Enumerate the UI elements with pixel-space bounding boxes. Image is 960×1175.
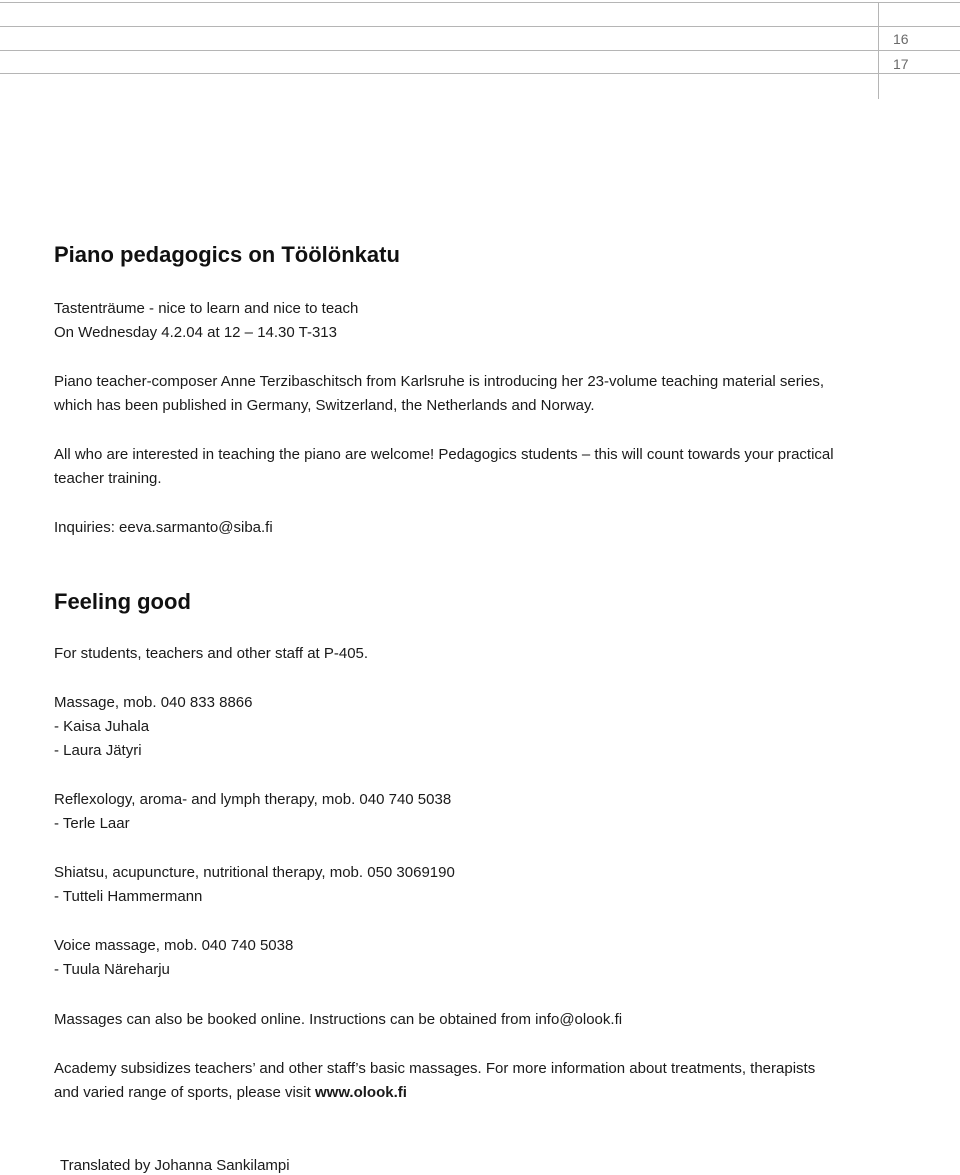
piano-subtitle: Tastenträume - nice to learn and nice to teach — [54, 300, 359, 317]
piano-para2-line2: teacher training. — [54, 470, 162, 487]
piano-para1-line2: which has been published in Germany, Switzerland, the Netherlands and Norway. — [54, 397, 595, 414]
massage-therapist-1: - Kaisa Juhala — [54, 718, 150, 735]
shiatsu-line: Shiatsu, acupuncture, nutritional therapy, mob. 050 3069190 — [54, 864, 455, 881]
voice-massage-therapist: - Tuula Näreharju — [54, 961, 170, 978]
page-number-16: 16 — [893, 31, 909, 47]
academy-line2-text: and varied range of sports, please visit — [54, 1084, 315, 1101]
piano-pedagogics-title: Piano pedagogics on Töölönkatu — [54, 242, 400, 267]
massage-therapist-2: - Laura Jätyri — [54, 742, 142, 759]
olook-link[interactable]: www.olook.fi — [314, 1084, 407, 1101]
header-rule-mid — [0, 26, 960, 27]
feeling-good-title: Feeling good — [54, 589, 191, 614]
feeling-good-intro: For students, teachers and other staff at P-405. — [54, 645, 369, 662]
massage-line: Massage, mob. 040 833 8866 — [54, 694, 253, 711]
reflexology-therapist: - Terle Laar — [54, 815, 130, 832]
shiatsu-therapist: - Tutteli Hammermann — [54, 888, 203, 905]
piano-when: On Wednesday 4.2.04 at 12 – 14.30 T-313 — [54, 324, 337, 341]
header-rule-top — [0, 2, 960, 3]
academy-line1: Academy subsidizes teachers’ and other staff’s basic massages. For more information about treatments, therapists — [54, 1060, 816, 1077]
piano-para1-line1: Piano teacher-composer Anne Terzibaschitsch from Karlsruhe is introducing her 23-volume teaching material series, — [54, 373, 825, 390]
header-rule-vertical — [878, 2, 879, 99]
booking-line: Massages can also be booked online. Instructions can be obtained from info@olook.fi — [54, 1011, 623, 1028]
piano-para2-line1: All who are interested in teaching the piano are welcome! Pedagogics students – this will count towards your practical — [54, 446, 834, 463]
page-number-17: 17 — [893, 56, 909, 72]
academy-line2 — [54, 1084, 407, 1102]
translator-credit: Translated by Johanna Sankilampi — [60, 1157, 290, 1174]
voice-massage-line: Voice massage, mob. 040 740 5038 — [54, 937, 294, 954]
reflexology-line: Reflexology, aroma- and lymph therapy, mob. 040 740 5038 — [54, 791, 452, 808]
piano-inquiries: Inquiries: eeva.sarmanto@siba.fi — [54, 519, 273, 536]
header-rule-bottom — [0, 73, 960, 74]
header-rule-mid2 — [0, 50, 960, 51]
